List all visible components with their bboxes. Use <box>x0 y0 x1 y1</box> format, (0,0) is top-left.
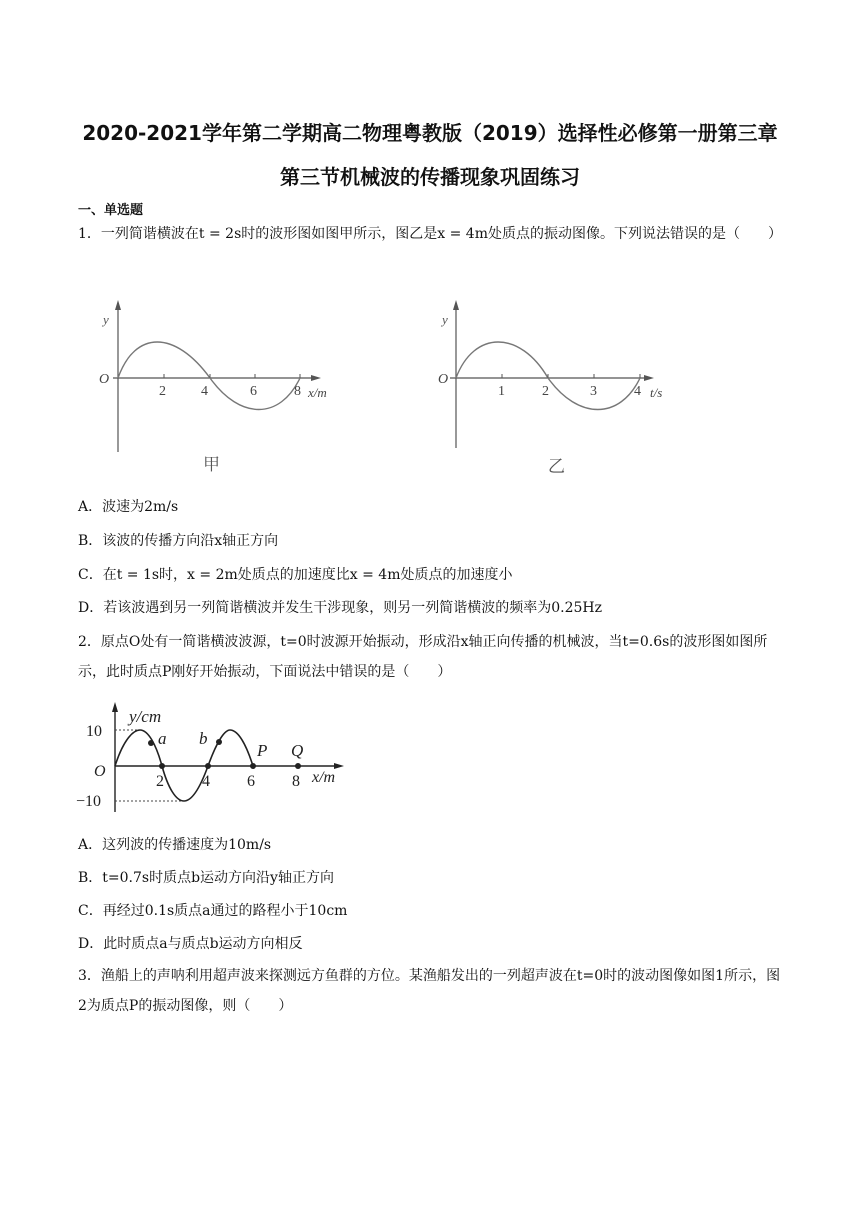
point-Q <box>295 763 301 769</box>
document-title-line1: 2020-2021学年第二学期高二物理粤教版（2019）选择性必修第一册第三章 <box>82 121 778 145</box>
label-a: a <box>158 729 167 748</box>
x-tick-label: 8 <box>292 773 300 790</box>
label-P: P <box>257 741 268 760</box>
label-b: b <box>199 729 208 748</box>
label-Q: Q <box>291 741 304 760</box>
origin-label: O <box>94 763 106 780</box>
t-tick-label: 2 <box>542 384 549 399</box>
q2-option-a: A．这列波的传播速度为10m/s <box>78 837 272 853</box>
y-axis-arrow <box>112 702 118 712</box>
figure-caption: 甲 <box>203 455 220 474</box>
t-tick-label: 4 <box>634 384 641 399</box>
t-axis-unit: t/s <box>650 385 663 400</box>
point-a <box>148 740 154 746</box>
y-axis-arrow <box>115 300 121 310</box>
y-axis-arrow <box>453 300 459 310</box>
x-axis-unit: x/m <box>312 769 336 786</box>
origin-label: O <box>438 372 449 387</box>
point-P <box>250 763 256 769</box>
waveform-curve <box>118 342 300 410</box>
y-axis-label: y <box>103 312 109 327</box>
question-3-stem: 3．渔船上的声呐利用超声波来探测远方鱼群的方位。某渔船发出的一列超声波在t=0时的波动图像如图1所示，图2为质点P的振动图像，则（ ） <box>78 968 781 1014</box>
x-axis-arrow <box>334 763 344 769</box>
q1-option-b: B．该波的传播方向沿x轴正方向 <box>78 533 279 549</box>
y-axis-label: y/cm <box>129 707 162 726</box>
q2-option-d: D．此时质点a与质点b运动方向相反 <box>78 936 303 952</box>
question-1-stem: 1．一列简谐横波在t = 2s时的波形图如图甲所示，图乙是x = 4m处质点的振动图像。下列说法错误的是（ ） <box>78 226 782 242</box>
y-tick-bottom: −10 <box>76 793 102 810</box>
q1-option-c: C．在t = 1s时，x = 2m处质点的加速度比x = 4m处质点的加速度小 <box>78 567 513 583</box>
x-tick-label: 2 <box>159 384 166 399</box>
q1-figure-yi <box>430 290 690 480</box>
y-axis-label: y <box>442 312 448 327</box>
x-tick-label: 4 <box>202 773 210 790</box>
figure-caption: 乙 <box>548 457 565 476</box>
x-tick-label: 8 <box>294 384 301 399</box>
x-tick-label: 4 <box>201 384 208 399</box>
point-x4 <box>205 763 211 769</box>
y-tick-top: 10 <box>86 723 102 740</box>
q2-option-b: B．t=0.7s时质点b运动方向沿y轴正方向 <box>78 870 334 886</box>
q1-figure-jia <box>95 290 355 480</box>
section-heading: 一、单选题 <box>78 203 144 218</box>
q2-wave-figure <box>72 700 362 818</box>
t-tick-label: 1 <box>498 384 505 399</box>
x-tick-label: 6 <box>247 773 255 790</box>
q1-option-d: D．若该波遇到另一列简谐横波并发生干涉现象，则另一列简谐横波的频率为0.25Hz <box>78 600 602 616</box>
x-axis-arrow <box>644 375 654 381</box>
point-b <box>216 739 222 745</box>
x-axis-arrow <box>311 375 321 381</box>
q2-option-c: C．再经过0.1s质点a通过的路程小于10cm <box>78 903 348 919</box>
t-tick-label: 3 <box>590 384 597 399</box>
x-tick-label: 2 <box>156 773 164 790</box>
q1-option-a: A．波速为2m/s <box>78 499 179 515</box>
x-tick-label: 6 <box>250 384 257 399</box>
origin-label: O <box>99 372 110 387</box>
document-title-line2: 第三节机械波的传播现象巩固练习 <box>280 165 580 189</box>
point-x2 <box>159 763 165 769</box>
x-axis-unit: x/m <box>308 385 327 400</box>
question-2-stem: 2．原点O处有一简谐横波波源，t=0时波源开始振动，形成沿x轴正向传播的机械波，当t=0.6s的波形图如图所示，此时质点P刚好开始振动，下面说法中错误的是（ ） <box>78 634 768 680</box>
